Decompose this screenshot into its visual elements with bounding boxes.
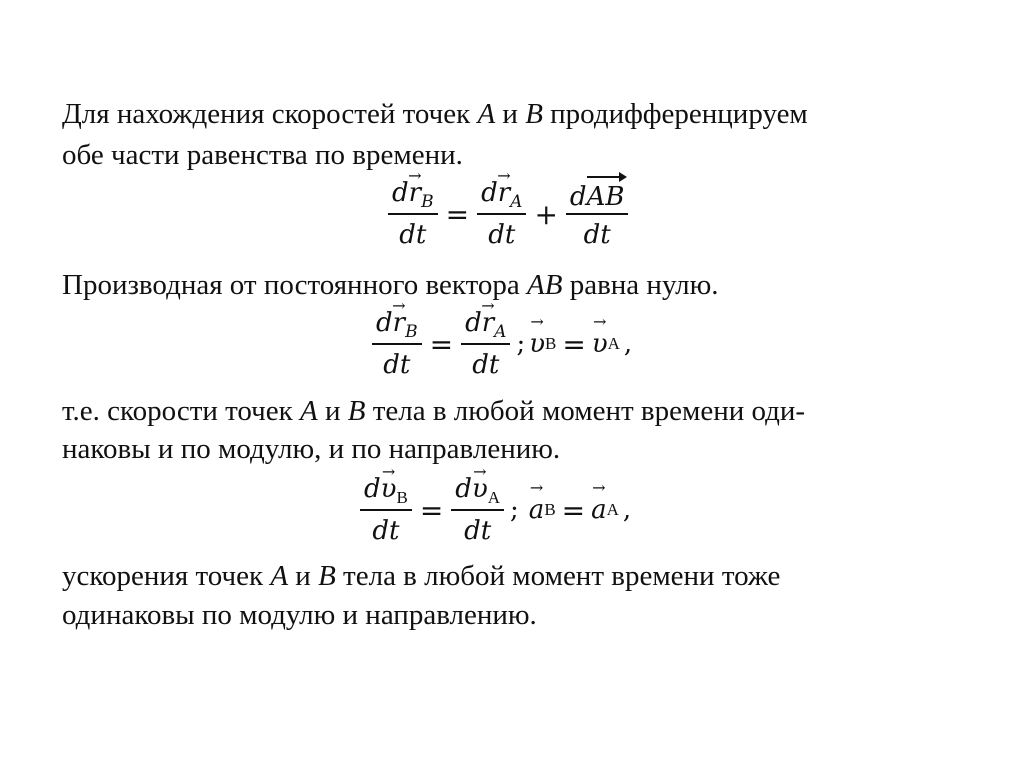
comma: , xyxy=(623,329,633,359)
vector-r: → r xyxy=(482,306,494,340)
fraction-bar xyxy=(372,343,422,345)
denominator: dt xyxy=(488,220,516,250)
text-span: тела в любой момент времени тоже xyxy=(335,560,781,592)
equals-sign: = xyxy=(429,327,454,361)
fraction-bar xyxy=(360,509,412,511)
fraction-bar xyxy=(461,343,510,345)
text-span: и xyxy=(317,395,348,427)
point-a-label: A xyxy=(299,395,318,427)
text-span: продифференцируем xyxy=(542,98,808,130)
vector-a: → a xyxy=(591,495,607,525)
paragraph-2 xyxy=(62,268,719,302)
point-b-label: B xyxy=(318,560,336,592)
text-span: и xyxy=(495,98,526,130)
equals-sign: = xyxy=(445,197,470,231)
fraction-drB-dt xyxy=(372,306,422,382)
vector-v: → υ xyxy=(381,472,397,506)
paragraph-4-line-2: одинаковы по модулю и направлению. xyxy=(62,599,537,631)
paragraph-1-line-2: обе части равенства по времени. xyxy=(62,139,463,171)
vector-ab: AB xyxy=(587,176,625,214)
fraction-dvB-dt xyxy=(360,472,412,548)
paragraph-3-line-1 xyxy=(62,394,805,428)
semicolon: ; xyxy=(516,329,526,359)
numerator: $d\to r_B$ xyxy=(388,176,438,210)
text-span: тела в любой момент времени оди- xyxy=(365,395,806,427)
fraction-dvA-dt xyxy=(451,472,504,548)
text-span: ускорения точек xyxy=(62,560,271,592)
fraction-dAB-dt xyxy=(566,176,629,252)
subscript-b: В xyxy=(544,500,556,519)
equals-sign: = xyxy=(561,493,586,527)
numerator: $d\to r_A$ xyxy=(461,306,510,340)
point-a-label: A xyxy=(270,560,289,592)
text-span: Для нахождения скоростей точек xyxy=(62,98,478,130)
denominator: dt xyxy=(464,516,492,546)
subscript-b: В xyxy=(545,334,557,353)
text-span: Производная от постоянного вектора xyxy=(62,269,528,301)
denominator: dt xyxy=(583,220,611,250)
text-span: т.е. скорости точек xyxy=(62,395,300,427)
vector-r: → r xyxy=(498,176,510,210)
denominator: dt xyxy=(399,220,427,250)
denominator: dt xyxy=(372,516,400,546)
comma: , xyxy=(622,495,632,525)
subscript-a: А xyxy=(606,500,619,519)
fraction-drA-dt xyxy=(461,306,510,382)
paragraph-1-line-1 xyxy=(62,97,808,131)
vector-r: → r xyxy=(409,176,421,210)
vector-a: → a xyxy=(529,495,545,525)
point-a-label: A xyxy=(477,98,496,130)
equals-sign: = xyxy=(562,327,586,361)
vector-v: → υ xyxy=(472,472,488,506)
paragraph-4-line-1 xyxy=(62,559,780,593)
equation-3 xyxy=(358,472,635,548)
point-b-label: B xyxy=(347,395,366,427)
numerator: $d\to r_A$ xyxy=(477,176,526,210)
paragraph-3-line-2: наковы и по модулю, и по направлению. xyxy=(62,433,561,465)
fraction-drA-dt xyxy=(477,176,526,252)
numerator: $d\to \upsilon_В$ xyxy=(360,472,412,506)
fraction-bar xyxy=(477,213,526,215)
point-b-label: B xyxy=(525,98,543,130)
numerator: $d\to \upsilon_А$ xyxy=(451,472,504,506)
vector-ab-label: AB xyxy=(527,269,563,301)
vector-v: → υ xyxy=(592,329,608,359)
plus-sign: + xyxy=(534,197,558,231)
fraction-drB-dt xyxy=(388,176,438,252)
numerator: dAB xyxy=(566,176,629,210)
numerator: $d\to r_B$ xyxy=(372,306,422,340)
equation-2 xyxy=(370,306,636,382)
denominator: dt xyxy=(472,350,500,380)
vector-r: → r xyxy=(393,306,405,340)
equals-sign: = xyxy=(419,493,444,527)
semicolon: ; xyxy=(510,495,519,525)
fraction-bar xyxy=(451,509,504,511)
denominator: dt xyxy=(383,350,411,380)
vector-v: → υ xyxy=(529,329,545,359)
text-span: и xyxy=(288,560,319,592)
fraction-bar xyxy=(388,213,438,215)
text-span: равна нулю. xyxy=(562,269,719,301)
subscript-a: А xyxy=(607,334,620,353)
equation-1 xyxy=(386,176,630,252)
